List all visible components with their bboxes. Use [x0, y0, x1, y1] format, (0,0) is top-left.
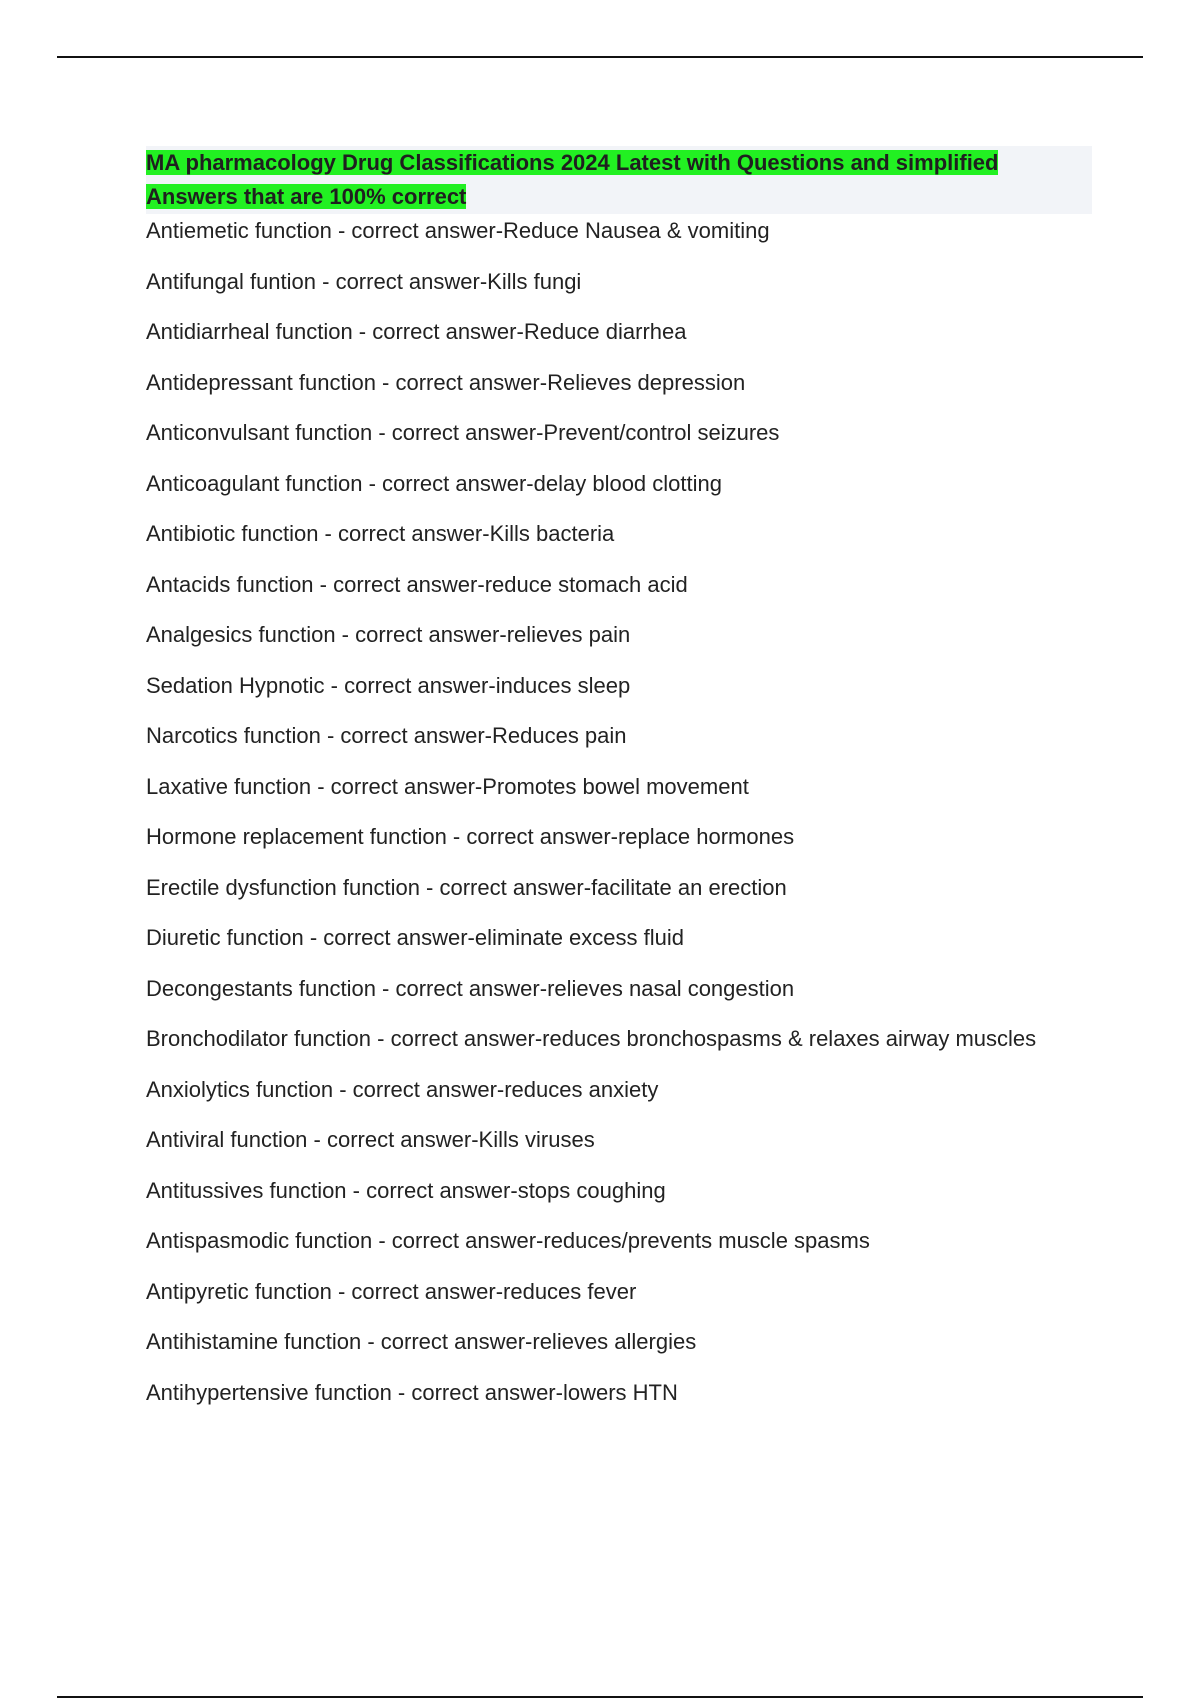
qa-item: Hormone replacement function - correct answer-replace hormones — [146, 824, 795, 849]
qa-item: Antihypertensive function - correct answer-lowers HTN — [146, 1379, 678, 1405]
title-highlight: MA pharmacology Drug Classifications 2024 Latest with Questions and simplified Answers that are 100% correct — [146, 150, 999, 209]
document-body — [146, 146, 1096, 1426]
document-title — [146, 146, 1046, 214]
qa-item: Antidiarrheal function - correct answer-Reduce diarrhea — [146, 319, 687, 344]
qa-item: Analgesics function - correct answer-relieves pain — [146, 622, 631, 647]
qa-item: Antitussives function - correct answer-stops coughing — [146, 1177, 666, 1203]
qa-item: Laxative function - correct answer-Promotes bowel movement — [146, 773, 749, 799]
qa-item: Anticonvulsant function - correct answer-Prevent/control seizures — [146, 420, 780, 445]
qa-item: Antifungal funtion - correct answer-Kills fungi — [146, 268, 582, 294]
qa-item: Antibiotic function - correct answer-Kills bacteria — [146, 521, 615, 546]
qa-item: Antacids function - correct answer-reduce stomach acid — [146, 571, 688, 597]
qa-item: Antiemetic function - correct answer-Reduce Nausea & vomiting — [146, 218, 770, 243]
title-block — [146, 146, 1092, 214]
qa-item: Erectile dysfunction function - correct answer-facilitate an erection — [146, 874, 787, 900]
qa-item: Antipyretic function - correct answer-reduces fever — [146, 1278, 637, 1304]
qa-item: Anticoagulant function - correct answer-delay blood clotting — [146, 470, 722, 496]
qa-item: Diuretic function - correct answer-eliminate excess fluid — [146, 925, 684, 950]
qa-item: Antidepressant function - correct answer-Relieves depression — [146, 369, 746, 395]
footer-rule — [57, 1696, 1143, 1698]
qa-item: Antiviral function - correct answer-Kills viruses — [146, 1127, 595, 1152]
qa-item: Decongestants function - correct answer-relieves nasal congestion — [146, 975, 795, 1001]
qa-item: Sedation Hypnotic - correct answer-induces sleep — [146, 672, 631, 698]
qa-item: Antihistamine function - correct answer-relieves allergies — [146, 1329, 697, 1354]
qa-item: Bronchodilator function - correct answer-reduces bronchospasms & relaxes airway muscles — [146, 1026, 1037, 1051]
header-rule — [57, 56, 1143, 58]
qa-item: Narcotics function - correct answer-Reduces pain — [146, 723, 627, 748]
qa-item: Anxiolytics function - correct answer-reduces anxiety — [146, 1076, 659, 1102]
qa-list — [146, 214, 1096, 1410]
qa-item: Antispasmodic function - correct answer-reduces/prevents muscle spasms — [146, 1228, 870, 1253]
